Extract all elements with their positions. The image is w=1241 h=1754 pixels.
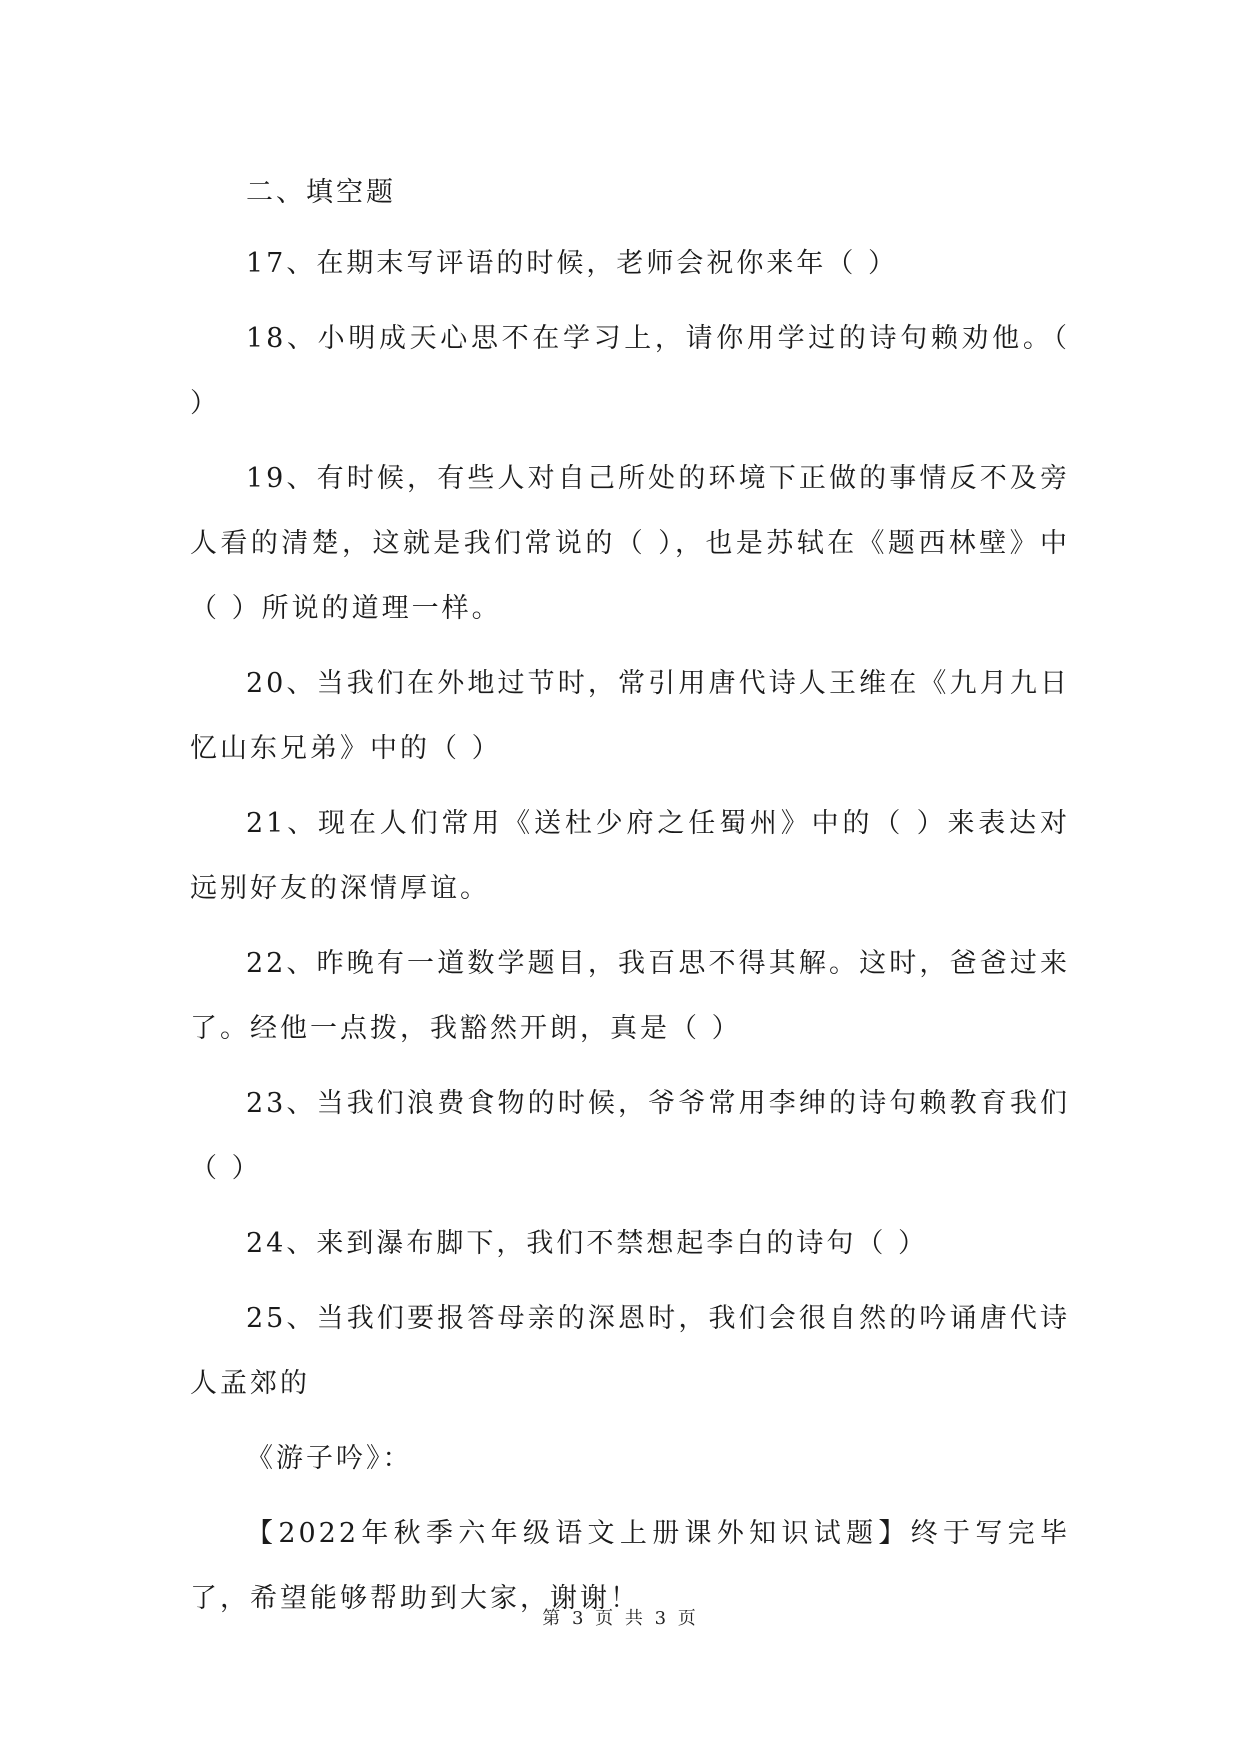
poem-title: 《游子吟》： bbox=[246, 1443, 413, 1474]
question-21: 21、现在人们常用《送杜少府之任蜀州》中的（ ）来表达对远别好友的深情厚谊。 bbox=[190, 808, 1070, 904]
question-18: 18、小明成天心思不在学习上，请你用学过的诗句赖劝他。（ ） bbox=[190, 323, 1070, 419]
question-19: 19、有时候，有些人对自己所处的环境下正做的事情反不及旁人看的清楚，这就是我们常说的（ ），也是苏轼在《题西林壁》中（ ）所说的道理一样。 bbox=[190, 463, 1070, 624]
question-24: 24、来到瀑布脚下，我们不禁想起李白的诗句（ ） bbox=[246, 1228, 928, 1259]
question-25: 25、当我们要报答母亲的深恩时，我们会很自然的吟诵唐代诗人孟郊的 bbox=[190, 1303, 1070, 1399]
question-22: 22、昨晚有一道数学题目，我百思不得其解。这时，爸爸过来了。经他一点拨，我豁然开朗，真是（ ） bbox=[190, 948, 1070, 1044]
page-number: 第 3 页 共 3 页 bbox=[542, 1608, 699, 1629]
question-20: 20、当我们在外地过节时，常引用唐代诗人王维在《九月九日忆山东兄弟》中的（ ） bbox=[190, 668, 1070, 764]
closing-note: 【2022年秋季六年级语文上册课外知识试题】终于写完毕了，希望能够帮助到大家，谢谢！ bbox=[190, 1518, 1070, 1614]
document-body bbox=[190, 160, 1070, 1631]
question-23: 23、当我们浪费食物的时候，爷爷常用李绅的诗句赖教育我们（ ） bbox=[190, 1088, 1070, 1184]
question-17: 17、在期末写评语的时候，老师会祝你来年（ ） bbox=[246, 248, 898, 279]
section-heading: 二、填空题 bbox=[246, 177, 396, 208]
